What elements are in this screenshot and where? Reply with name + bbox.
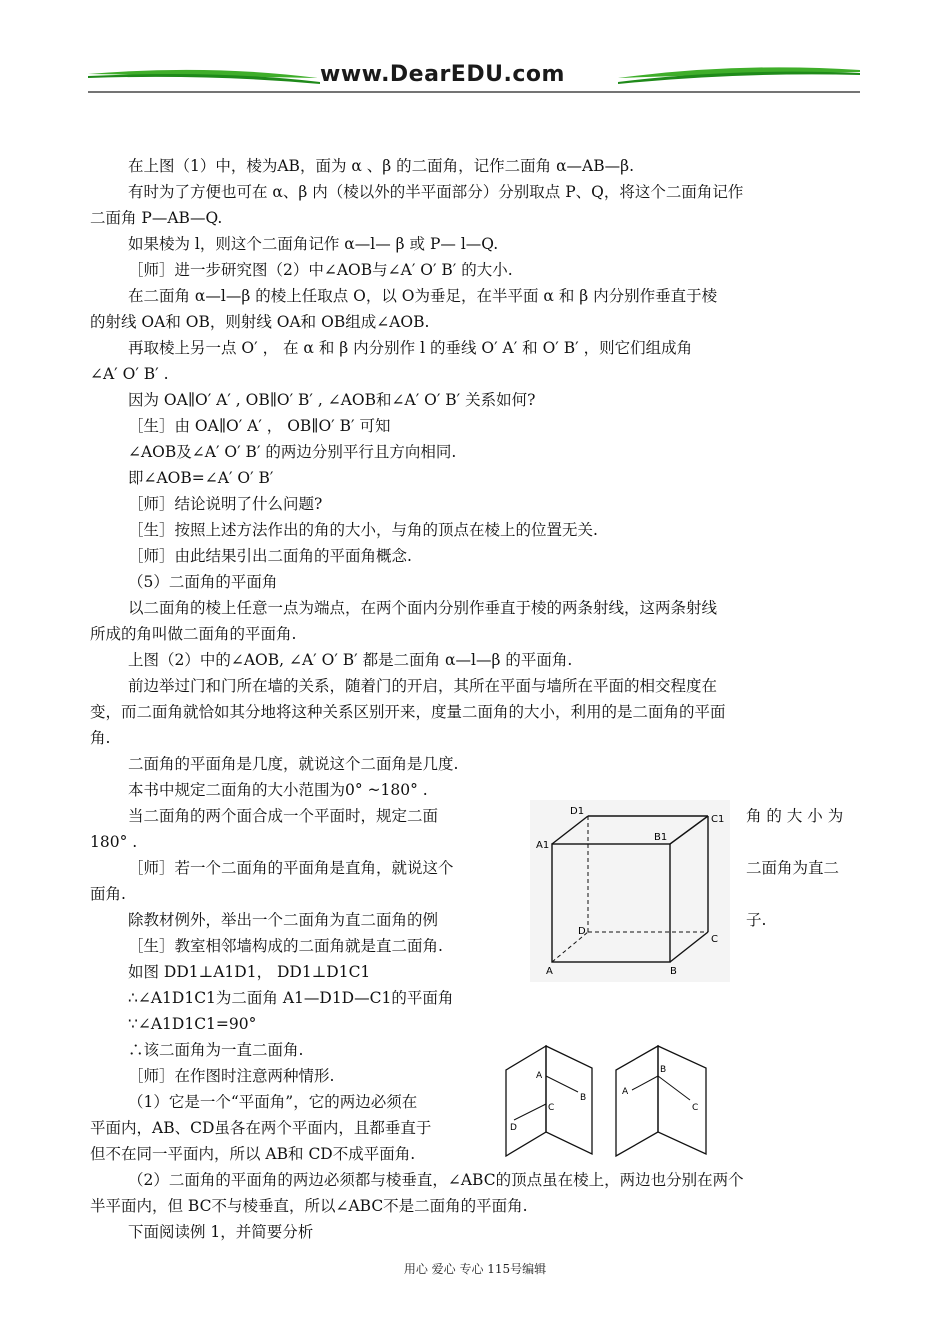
paragraph-line: 的射线 OA和 OB，则射线 OA和 OB组成∠AOB.	[90, 313, 430, 331]
paragraph-line: 即∠AOB=∠A′ O′ B′	[128, 469, 274, 487]
paragraph-line: 在二面角 α—l—β 的棱上任取点 O，以 O为垂足，在半平面 α 和 β 内分别作垂直于棱	[128, 287, 718, 305]
paragraph-line: 子.	[746, 911, 767, 929]
paragraph-line: 二面角的平面角是几度，就说这个二面角是几度.	[128, 755, 459, 773]
paragraph-line: ［生］按照上述方法作出的角的大小，与角的顶点在棱上的位置无关.	[128, 521, 598, 539]
paragraph-line: 如图 DD1⊥A1D1， DD1⊥D1C1	[128, 963, 371, 981]
site-logo: www.DearEDU.com	[320, 62, 565, 87]
paragraph-line: ［师］若一个二面角的平面角是直角，就说这个	[128, 859, 454, 877]
label-c1: C1	[711, 814, 725, 825]
paragraph-line: ［生］教室相邻墙构成的二面角就是直二面角.	[128, 937, 443, 955]
label-d1: D1	[570, 806, 585, 817]
dihedral-figure-right	[608, 1042, 718, 1162]
paragraph-line: 所成的角叫做二面角的平面角.	[90, 625, 297, 643]
label-b: B	[660, 1065, 667, 1075]
label-c: C	[692, 1103, 699, 1113]
paragraph-line: 再取棱上另一点 O′ ， 在 α 和 β 内分别作 l 的垂线 O′ A′ 和 O′ B′ ，则它们组成角	[128, 339, 693, 357]
page-footer: 用心 爱心 专心 115号编辑	[403, 1262, 547, 1276]
paragraph-line: 除教材例外，举出一个二面角为直二面角的例	[128, 911, 439, 929]
paragraph-line: 上图（2）中的∠AOB, ∠A′ O′ B′ 都是二面角 α—l—β 的平面角.	[128, 651, 573, 669]
paragraph-line: ∠AOB及∠A′ O′ B′ 的两边分别平行且方向相同.	[128, 443, 457, 461]
label-d: D	[578, 926, 586, 937]
label-a: A	[622, 1087, 629, 1097]
paragraph-line: ∴∠A1D1C1为二面角 A1—D1D—C1的平面角	[128, 989, 454, 1007]
paragraph-line: 面角.	[90, 885, 126, 903]
paragraph-line: 以二面角的棱上任意一点为端点，在两个面内分别作垂直于棱的两条射线，这两条射线	[128, 599, 718, 617]
paragraph-line: ［生］由 OA∥O′ A′ ， OB∥O′ B′ 可知	[128, 417, 391, 435]
paragraph-line: 二面角 P—AB—Q.	[90, 209, 223, 227]
label-b1: B1	[654, 832, 668, 843]
paragraph-line: ［师］在作图时注意两种情形.	[128, 1067, 335, 1085]
paragraph-line: 半平面内，但 BC不与棱垂直，所以∠ABC不是二面角的平面角.	[90, 1197, 528, 1215]
paragraph-line: 二面角为直二	[746, 859, 840, 877]
label-c: C	[548, 1103, 555, 1113]
paragraph-line: （2）二面角的平面角的两边必须都与棱垂直，∠ABC的顶点虽在棱上，两边也分别在两个	[128, 1171, 744, 1189]
paragraph-line: （1）它是一个“平面角”，它的两边必须在	[128, 1093, 418, 1111]
paragraph-line: 前边举过门和门所在墙的关系，随着门的开启，其所在平面与墙所在平面的相交程度在	[128, 677, 718, 695]
paragraph-line: ∠A′ O′ B′ .	[90, 365, 169, 383]
paragraph-line: 有时为了方便也可在 α、β 内（棱以外的半平面部分）分别取点 P、Q，将这个二面角记作	[128, 183, 744, 201]
section-heading: （5）二面角的平面角	[128, 573, 278, 591]
paragraph-line: 但不在同一平面内，所以 AB和 CD不成平面角.	[90, 1145, 416, 1163]
paragraph-line: 180° .	[90, 833, 138, 851]
paragraph-line: 在上图（1）中，棱为AB，面为 α 、β 的二面角，记作二面角 α—AB—β.	[128, 157, 635, 175]
paragraph-line: ∴该二面角为一直二面角.	[128, 1041, 304, 1059]
paragraph-line: ［师］结论说明了什么问题?	[128, 495, 323, 513]
dihedral-figure-left	[500, 1042, 600, 1162]
paragraph-line: 角 的 大 小 为	[746, 807, 844, 825]
label-b: B	[670, 966, 677, 977]
paragraph-line: 如果棱为 l，则这个二面角记作 α—l— β 或 P— l—Q.	[128, 235, 499, 253]
paragraph-line: 因为 OA∥O′ A′ , OB∥O′ B′ , ∠AOB和∠A′ O′ B′ 关系如何?	[128, 391, 536, 409]
paragraph-line: 本书中规定二面角的大小范围为0° ~180° .	[128, 781, 428, 799]
label-b: B	[580, 1093, 587, 1103]
paragraph-line: 当二面角的两个面合成一个平面时，规定二面	[128, 807, 439, 825]
label-a1: A1	[536, 840, 550, 851]
paragraph-line: ［师］进一步研究图（2）中∠AOB与∠A′ O′ B′ 的大小.	[128, 261, 513, 279]
paragraph-line: 角.	[90, 729, 111, 747]
label-c: C	[711, 934, 718, 945]
paragraph-line: ∵∠A1D1C1=90°	[128, 1015, 257, 1033]
paragraph-line: 平面内，AB、CD虽各在两个平面内，且都垂直于	[90, 1119, 432, 1137]
label-a: A	[536, 1071, 543, 1081]
paragraph-line: 下面阅读例 1，并简要分析	[128, 1223, 314, 1241]
label-a: A	[546, 966, 553, 977]
paragraph-line: ［师］由此结果引出二面角的平面角概念.	[128, 547, 412, 565]
paragraph-line: 变，而二面角就恰如其分地将这种关系区别开来，度量二面角的大小，利用的是二面角的平面	[90, 703, 726, 721]
cube-figure	[530, 800, 730, 982]
label-d: D	[510, 1123, 517, 1133]
